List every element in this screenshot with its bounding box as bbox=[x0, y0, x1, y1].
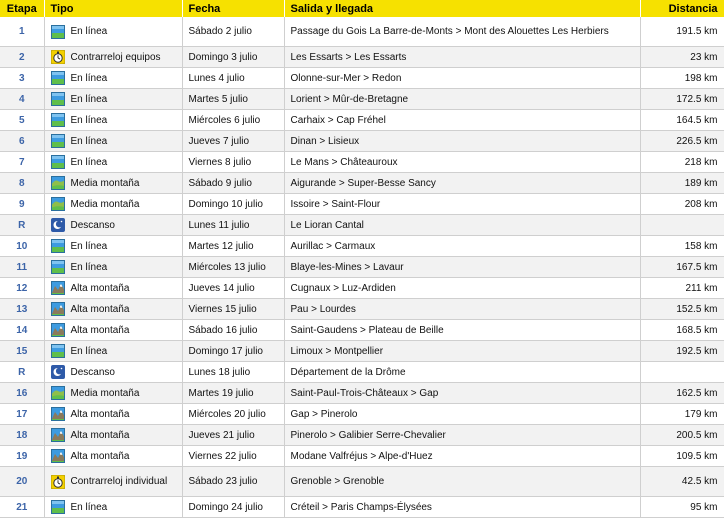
cell-tipo-label: En línea bbox=[70, 501, 108, 513]
cell-etapa: R bbox=[0, 362, 44, 383]
cell-fecha: Viernes 8 julio bbox=[182, 152, 284, 173]
cell-salida: Blaye-les-Mines > Lavaur bbox=[284, 257, 640, 278]
flat-stage-icon bbox=[51, 500, 65, 514]
cell-tipo-label: Descanso bbox=[70, 366, 115, 378]
cell-salida: Aigurande > Super-Besse Sancy bbox=[284, 173, 640, 194]
cell-distancia: 42.5 km bbox=[640, 467, 724, 497]
cell-etapa: 18 bbox=[0, 425, 44, 446]
flat-stage-icon bbox=[51, 134, 65, 148]
cell-tipo-label: Media montaña bbox=[70, 177, 140, 189]
cell-fecha: Miércoles 6 julio bbox=[182, 110, 284, 131]
cell-tipo bbox=[44, 425, 182, 446]
cell-tipo bbox=[44, 47, 182, 68]
cell-etapa: 19 bbox=[0, 446, 44, 467]
flat-stage-icon bbox=[51, 25, 65, 39]
cell-etapa: R bbox=[0, 215, 44, 236]
cell-distancia: 158 km bbox=[640, 236, 724, 257]
cell-tipo-label: En línea bbox=[70, 240, 108, 252]
cell-tipo-label: Alta montaña bbox=[70, 324, 130, 336]
cell-distancia: 152.5 km bbox=[640, 299, 724, 320]
cell-tipo-label: En línea bbox=[70, 261, 108, 273]
cell-fecha: Viernes 15 julio bbox=[182, 299, 284, 320]
table-row bbox=[0, 68, 724, 89]
stopwatch-icon bbox=[51, 475, 65, 489]
cell-fecha: Sábado 23 julio bbox=[182, 467, 284, 497]
cell-tipo-label: En línea bbox=[70, 93, 108, 105]
cell-etapa: 17 bbox=[0, 404, 44, 425]
cell-tipo-label: Contrarreloj equipos bbox=[70, 51, 161, 63]
cell-tipo-label: Alta montaña bbox=[70, 450, 130, 462]
header-salida[interactable]: Salida y llegada bbox=[284, 0, 640, 17]
cell-tipo-label: Alta montaña bbox=[70, 303, 130, 315]
stopwatch-icon bbox=[51, 50, 65, 64]
cell-etapa: 10 bbox=[0, 236, 44, 257]
cell-fecha: Sábado 9 julio bbox=[182, 173, 284, 194]
table-row bbox=[0, 446, 724, 467]
cell-etapa: 8 bbox=[0, 173, 44, 194]
table-row bbox=[0, 425, 724, 446]
cell-tipo bbox=[44, 467, 182, 497]
cell-tipo bbox=[44, 68, 182, 89]
table-row bbox=[0, 110, 724, 131]
cell-tipo bbox=[44, 497, 182, 518]
table-row bbox=[0, 320, 724, 341]
table-row bbox=[0, 362, 724, 383]
cell-fecha: Miércoles 13 julio bbox=[182, 257, 284, 278]
cell-salida: Saint-Paul-Trois-Châteaux > Gap bbox=[284, 383, 640, 404]
cell-distancia: 198 km bbox=[640, 68, 724, 89]
table-row bbox=[0, 467, 724, 497]
cell-tipo bbox=[44, 215, 182, 236]
flat-stage-icon bbox=[51, 92, 65, 106]
cell-tipo bbox=[44, 194, 182, 215]
cell-tipo-label: En línea bbox=[70, 135, 108, 147]
table-row bbox=[0, 215, 724, 236]
cell-etapa: 4 bbox=[0, 89, 44, 110]
table-row bbox=[0, 236, 724, 257]
cell-distancia: 218 km bbox=[640, 152, 724, 173]
cell-tipo-label: En línea bbox=[70, 156, 108, 168]
cell-distancia: 162.5 km bbox=[640, 383, 724, 404]
table-row bbox=[0, 17, 724, 47]
cell-etapa: 15 bbox=[0, 341, 44, 362]
cell-tipo bbox=[44, 278, 182, 299]
cell-etapa: 9 bbox=[0, 194, 44, 215]
cell-etapa: 5 bbox=[0, 110, 44, 131]
cell-tipo bbox=[44, 173, 182, 194]
hill-stage-icon bbox=[51, 386, 65, 400]
cell-salida: Département de la Drôme bbox=[284, 362, 640, 383]
cell-fecha: Lunes 11 julio bbox=[182, 215, 284, 236]
cell-distancia: 179 km bbox=[640, 404, 724, 425]
cell-fecha: Martes 12 julio bbox=[182, 236, 284, 257]
cell-salida: Carhaix > Cap Fréhel bbox=[284, 110, 640, 131]
hill-stage-icon bbox=[51, 176, 65, 190]
mountain-stage-icon bbox=[51, 449, 65, 463]
cell-tipo-label: Media montaña bbox=[70, 387, 140, 399]
cell-fecha: Domingo 24 julio bbox=[182, 497, 284, 518]
cell-distancia: 226.5 km bbox=[640, 131, 724, 152]
cell-fecha: Sábado 2 julio bbox=[182, 17, 284, 47]
cell-tipo bbox=[44, 362, 182, 383]
cell-tipo bbox=[44, 320, 182, 341]
cell-etapa: 3 bbox=[0, 68, 44, 89]
cell-fecha: Jueves 21 julio bbox=[182, 425, 284, 446]
table-row bbox=[0, 173, 724, 194]
cell-tipo-label: En línea bbox=[70, 114, 108, 126]
cell-salida: Le Mans > Châteauroux bbox=[284, 152, 640, 173]
cell-tipo bbox=[44, 110, 182, 131]
cell-etapa: 21 bbox=[0, 497, 44, 518]
cell-distancia: 208 km bbox=[640, 194, 724, 215]
table-row bbox=[0, 194, 724, 215]
table-row bbox=[0, 152, 724, 173]
header-fecha[interactable]: Fecha bbox=[182, 0, 284, 17]
cell-etapa: 16 bbox=[0, 383, 44, 404]
cell-salida: Limoux > Montpellier bbox=[284, 341, 640, 362]
cell-tipo-label: Alta montaña bbox=[70, 282, 130, 294]
cell-salida: Pinerolo > Galibier Serre-Chevalier bbox=[284, 425, 640, 446]
mountain-stage-icon bbox=[51, 281, 65, 295]
table-row bbox=[0, 404, 724, 425]
flat-stage-icon bbox=[51, 344, 65, 358]
cell-salida: Dinan > Lisieux bbox=[284, 131, 640, 152]
header-tipo[interactable]: Tipo bbox=[44, 0, 182, 17]
cell-salida: Modane Valfréjus > Alpe-d'Huez bbox=[284, 446, 640, 467]
flat-stage-icon bbox=[51, 260, 65, 274]
hill-stage-icon bbox=[51, 197, 65, 211]
cell-distancia: 95 km bbox=[640, 497, 724, 518]
cell-distancia: 200.5 km bbox=[640, 425, 724, 446]
cell-distancia: 192.5 km bbox=[640, 341, 724, 362]
cell-fecha: Martes 5 julio bbox=[182, 89, 284, 110]
table-row bbox=[0, 341, 724, 362]
cell-tipo-label: Contrarreloj individual bbox=[70, 476, 168, 487]
flat-stage-icon bbox=[51, 155, 65, 169]
cell-fecha: Jueves 7 julio bbox=[182, 131, 284, 152]
cell-etapa: 13 bbox=[0, 299, 44, 320]
rest-day-icon bbox=[51, 365, 65, 379]
cell-salida: Lorient > Mûr-de-Bretagne bbox=[284, 89, 640, 110]
cell-salida: Les Essarts > Les Essarts bbox=[284, 47, 640, 68]
cell-fecha: Lunes 18 julio bbox=[182, 362, 284, 383]
cell-tipo-label: En línea bbox=[70, 72, 108, 84]
cell-tipo bbox=[44, 131, 182, 152]
flat-stage-icon bbox=[51, 239, 65, 253]
cell-tipo bbox=[44, 446, 182, 467]
cell-tipo bbox=[44, 152, 182, 173]
cell-tipo-label: En línea bbox=[70, 345, 108, 357]
cell-fecha: Jueves 14 julio bbox=[182, 278, 284, 299]
cell-etapa: 12 bbox=[0, 278, 44, 299]
cell-fecha: Domingo 10 julio bbox=[182, 194, 284, 215]
table-row bbox=[0, 131, 724, 152]
table-row bbox=[0, 89, 724, 110]
cell-fecha: Domingo 17 julio bbox=[182, 341, 284, 362]
cell-salida: Issoire > Saint-Flour bbox=[284, 194, 640, 215]
cell-distancia: 168.5 km bbox=[640, 320, 724, 341]
cell-tipo-label: Alta montaña bbox=[70, 429, 130, 441]
cell-fecha: Lunes 4 julio bbox=[182, 68, 284, 89]
cell-fecha: Domingo 3 julio bbox=[182, 47, 284, 68]
cell-distancia: 109.5 km bbox=[640, 446, 724, 467]
cell-distancia: 23 km bbox=[640, 47, 724, 68]
cell-tipo bbox=[44, 236, 182, 257]
cell-distancia: 167.5 km bbox=[640, 257, 724, 278]
cell-tipo bbox=[44, 383, 182, 404]
cell-etapa: 7 bbox=[0, 152, 44, 173]
cell-distancia: 189 km bbox=[640, 173, 724, 194]
cell-salida: Grenoble > Grenoble bbox=[284, 467, 640, 497]
flat-stage-icon bbox=[51, 113, 65, 127]
cell-salida: Passage du Gois La Barre-de-Monts > Mont des Alouettes Les Herbiers bbox=[284, 17, 640, 47]
cell-fecha: Miércoles 20 julio bbox=[182, 404, 284, 425]
table-row bbox=[0, 278, 724, 299]
cell-distancia: 172.5 km bbox=[640, 89, 724, 110]
cell-distancia: 211 km bbox=[640, 278, 724, 299]
table-row bbox=[0, 497, 724, 518]
table-header-row bbox=[0, 0, 724, 17]
cell-salida: Olonne-sur-Mer > Redon bbox=[284, 68, 640, 89]
table-row bbox=[0, 257, 724, 278]
cell-etapa: 1 bbox=[0, 17, 44, 47]
cell-salida: Cugnaux > Luz-Ardiden bbox=[284, 278, 640, 299]
cell-tipo bbox=[44, 341, 182, 362]
cell-tipo bbox=[44, 404, 182, 425]
header-etapa[interactable]: Etapa bbox=[0, 0, 44, 17]
cell-distancia bbox=[640, 362, 724, 383]
cell-tipo bbox=[44, 257, 182, 278]
cell-etapa: 20 bbox=[0, 467, 44, 497]
cell-tipo-label: Descanso bbox=[70, 219, 115, 231]
cell-etapa: 2 bbox=[0, 47, 44, 68]
cell-tipo bbox=[44, 89, 182, 110]
table-row bbox=[0, 383, 724, 404]
cell-etapa: 6 bbox=[0, 131, 44, 152]
cell-salida: Créteil > Paris Champs-Élysées bbox=[284, 497, 640, 518]
mountain-stage-icon bbox=[51, 428, 65, 442]
flat-stage-icon bbox=[51, 71, 65, 85]
cell-tipo-label: En línea bbox=[70, 26, 108, 37]
mountain-stage-icon bbox=[51, 323, 65, 337]
cell-distancia: 191.5 km bbox=[640, 17, 724, 47]
cell-salida: Gap > Pinerolo bbox=[284, 404, 640, 425]
header-distancia[interactable]: Distancia bbox=[640, 0, 724, 17]
cell-salida: Pau > Lourdes bbox=[284, 299, 640, 320]
table-row bbox=[0, 47, 724, 68]
cell-tipo bbox=[44, 17, 182, 47]
mountain-stage-icon bbox=[51, 407, 65, 421]
cell-distancia: 164.5 km bbox=[640, 110, 724, 131]
cell-fecha: Sábado 16 julio bbox=[182, 320, 284, 341]
cell-salida: Aurillac > Carmaux bbox=[284, 236, 640, 257]
rest-day-icon bbox=[51, 218, 65, 232]
cell-tipo bbox=[44, 299, 182, 320]
cell-distancia bbox=[640, 215, 724, 236]
cell-etapa: 14 bbox=[0, 320, 44, 341]
cell-fecha: Viernes 22 julio bbox=[182, 446, 284, 467]
cell-salida: Saint-Gaudens > Plateau de Beille bbox=[284, 320, 640, 341]
mountain-stage-icon bbox=[51, 302, 65, 316]
cell-tipo-label: Alta montaña bbox=[70, 408, 130, 420]
cell-etapa: 11 bbox=[0, 257, 44, 278]
cell-salida: Le Lioran Cantal bbox=[284, 215, 640, 236]
table-row bbox=[0, 299, 724, 320]
cell-fecha: Martes 19 julio bbox=[182, 383, 284, 404]
cell-tipo-label: Media montaña bbox=[70, 198, 140, 210]
